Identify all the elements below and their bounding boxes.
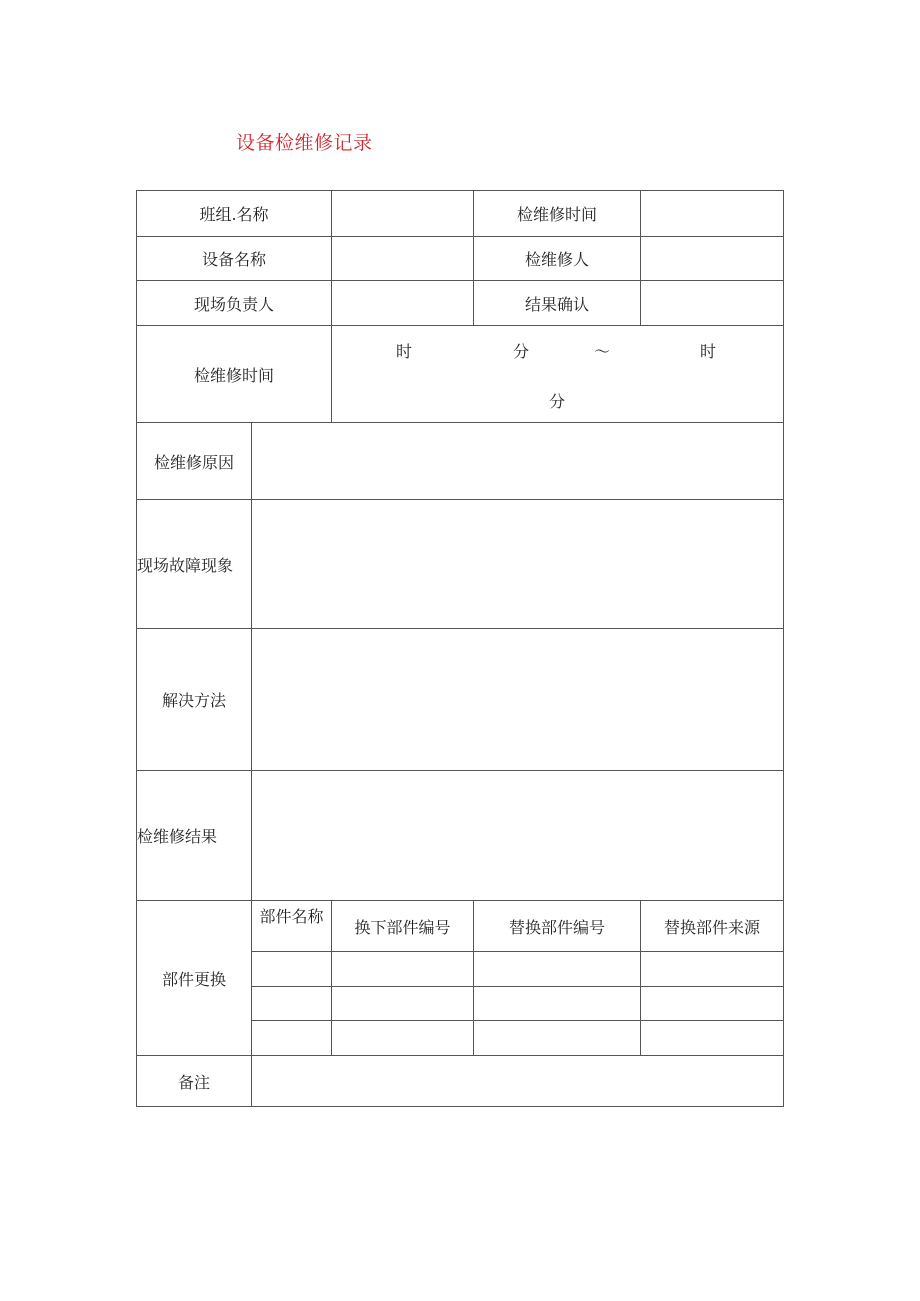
repair-time-range-label: 检维修时间 xyxy=(136,325,332,423)
equipment-name-label: 设备名称 xyxy=(136,236,332,281)
repair-person-field[interactable] xyxy=(640,236,784,281)
parts-row2-replacement[interactable] xyxy=(473,986,641,1021)
fault-phenomenon-field[interactable] xyxy=(251,499,784,629)
parts-replacement-label: 部件更换 xyxy=(136,900,252,1056)
solution-method-field[interactable] xyxy=(251,628,784,771)
result-confirm-field[interactable] xyxy=(640,280,784,326)
parts-row3-name[interactable] xyxy=(251,1020,332,1056)
remarks-label: 备注 xyxy=(136,1055,252,1107)
parts-col-removed-no: 换下部件编号 xyxy=(331,900,474,952)
repair-result-label: 检维修结果 xyxy=(136,770,252,901)
equipment-name-field[interactable] xyxy=(331,236,474,281)
remarks-field[interactable] xyxy=(251,1055,784,1107)
team-name-field[interactable] xyxy=(331,190,474,237)
result-confirm-label: 结果确认 xyxy=(473,280,641,326)
parts-col-replacement-no: 替换部件编号 xyxy=(473,900,641,952)
parts-col-name: 部件名称 xyxy=(251,900,332,952)
parts-row2-source[interactable] xyxy=(640,986,784,1021)
parts-row2-removed[interactable] xyxy=(331,986,474,1021)
repair-reason-label: 检维修原因 xyxy=(136,422,252,500)
range-tilde: ～ xyxy=(594,342,611,361)
solution-method-label: 解决方法 xyxy=(136,628,252,771)
parts-row1-replacement[interactable] xyxy=(473,951,641,987)
site-leader-label: 现场负责人 xyxy=(136,280,332,326)
parts-row1-source[interactable] xyxy=(640,951,784,987)
parts-row1-name[interactable] xyxy=(251,951,332,987)
repair-reason-field[interactable] xyxy=(251,422,784,500)
hour-start-label: 时 xyxy=(396,342,413,361)
parts-row2-name[interactable] xyxy=(251,986,332,1021)
repair-time-label: 检维修时间 xyxy=(473,190,641,237)
repair-person-label: 检维修人 xyxy=(473,236,641,281)
fault-phenomenon-label: 现场故障现象 xyxy=(136,499,252,629)
site-leader-field[interactable] xyxy=(331,280,474,326)
minute-end-label: 分 xyxy=(549,392,566,411)
parts-row3-replacement[interactable] xyxy=(473,1020,641,1056)
repair-result-field[interactable] xyxy=(251,770,784,901)
parts-row1-removed[interactable] xyxy=(331,951,474,987)
hour-end-label: 时 xyxy=(700,342,717,361)
parts-col-source: 替换部件来源 xyxy=(640,900,784,952)
parts-row3-removed[interactable] xyxy=(331,1020,474,1056)
parts-row3-source[interactable] xyxy=(640,1020,784,1056)
document-title: 设备检维修记录 xyxy=(236,132,373,154)
repair-time-field[interactable] xyxy=(640,190,784,237)
team-name-label: 班组.名称 xyxy=(136,190,332,237)
minute-start-label: 分 xyxy=(513,342,530,361)
